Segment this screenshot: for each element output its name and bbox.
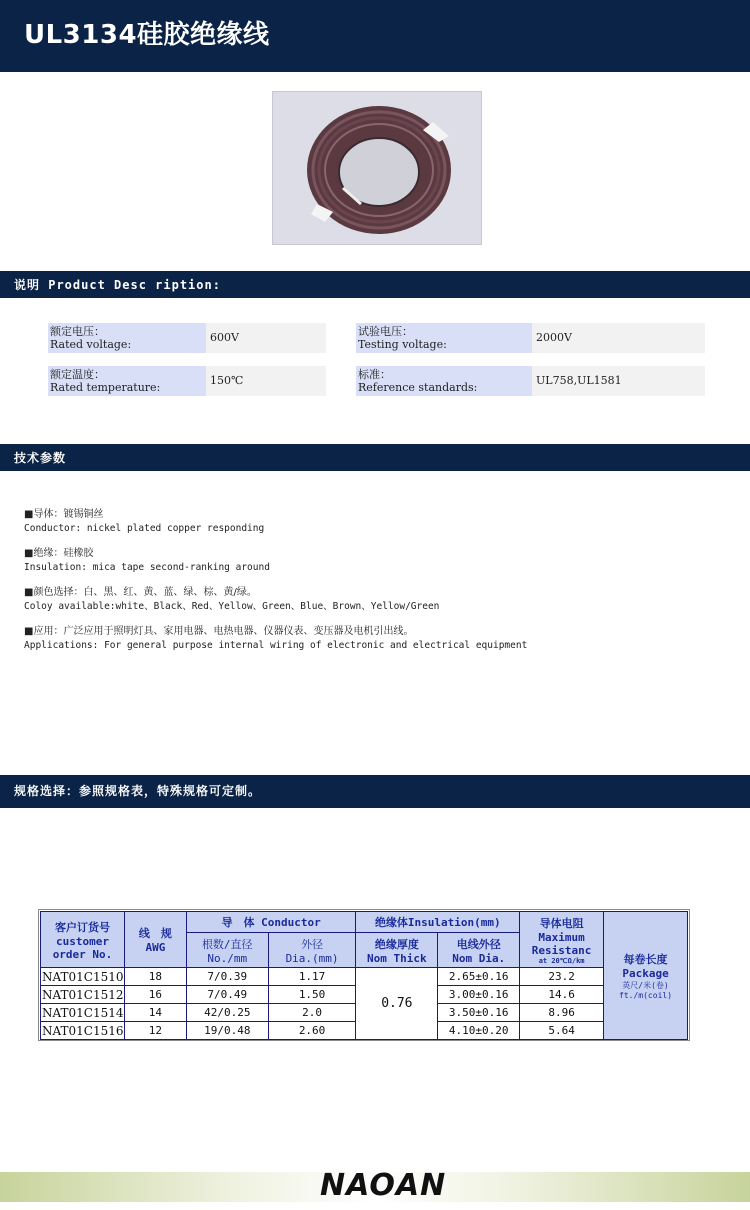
header-dia bbox=[268, 933, 356, 968]
tech-cn: ■导体：镀锡铜丝 bbox=[24, 509, 104, 520]
product-image bbox=[272, 91, 482, 245]
cell-no-mm: 19/0.48 bbox=[186, 1022, 268, 1040]
header-text: Dia.(mm) bbox=[285, 951, 339, 965]
table-row bbox=[41, 968, 688, 986]
header-text: 外径 bbox=[301, 937, 324, 951]
header-order-no bbox=[41, 912, 125, 968]
tech-cn: ■颜色选择：白、黑、红、黄、蓝、绿、棕、黄/绿。 bbox=[24, 587, 257, 598]
header-text: AWG bbox=[145, 941, 166, 954]
section-title: 说明 Product Desc ription: bbox=[14, 278, 221, 292]
header-text: customer bbox=[56, 934, 109, 948]
tech-en: Insulation: mica tape second-ranking around bbox=[24, 562, 270, 573]
header-text: 绝缘厚度 bbox=[374, 937, 419, 951]
section-header-selection bbox=[0, 775, 750, 808]
tech-conductor bbox=[24, 508, 264, 536]
table-header-row bbox=[41, 912, 688, 933]
header-text: No./mm bbox=[207, 951, 248, 965]
cell-dia: 1.17 bbox=[268, 968, 356, 986]
header-nom-thick bbox=[356, 933, 438, 968]
cell-no-mm: 7/0.49 bbox=[186, 986, 268, 1004]
spec-key-cn: 额定温度： bbox=[50, 368, 105, 381]
header-nom-dia bbox=[438, 933, 520, 968]
spec-value: UL758,UL1581 bbox=[532, 366, 705, 396]
spec-key-en: Testing voltage: bbox=[358, 338, 447, 351]
tech-en: Coloy available:white、Black、Red、Yellow、Green、Blue、Brown、Yellow/Green bbox=[24, 601, 440, 612]
spec-key-cn: 标准： bbox=[358, 368, 391, 381]
tech-cn: ■应用：广泛应用于照明灯具、家用电器、电热电器、仪器仪表、变压器及电机引出线。 bbox=[24, 626, 414, 637]
cell-dia: 1.50 bbox=[268, 986, 356, 1004]
section-header-technical bbox=[0, 444, 750, 471]
cell-order: NAT01C1516 bbox=[42, 1023, 124, 1038]
header-text: order No. bbox=[52, 947, 113, 961]
brand-logo: NAOAN bbox=[320, 1168, 447, 1203]
section-title: 规格选择：参照规格表，特殊规格可定制。 bbox=[14, 784, 262, 798]
spec-key bbox=[356, 323, 532, 353]
cell-resistance: 5.64 bbox=[520, 1022, 604, 1040]
header-text: Resistanc bbox=[531, 943, 592, 957]
tech-applications bbox=[24, 625, 527, 653]
cell-wire-dia: 3.00±0.16 bbox=[438, 986, 520, 1004]
header-package bbox=[604, 912, 688, 1040]
section-header-description bbox=[0, 271, 750, 298]
spec-key-en: Rated temperature: bbox=[50, 381, 161, 394]
spec-key-cn: 试验电压： bbox=[358, 325, 413, 338]
section-title: 技术参数 bbox=[14, 451, 67, 465]
header-text: 英尺/米(卷) bbox=[622, 981, 669, 990]
spec-value: 2000V bbox=[532, 323, 705, 353]
cell-awg: 12 bbox=[124, 1022, 186, 1040]
header-text: 根数/直径 bbox=[201, 937, 253, 951]
cell-no-mm: 42/0.25 bbox=[186, 1004, 268, 1022]
header-resistance bbox=[520, 912, 604, 968]
wire-coil-illustration bbox=[273, 92, 482, 245]
spec-value: 600V bbox=[206, 323, 326, 353]
cell-wire-dia: 2.65±0.16 bbox=[438, 968, 520, 986]
cell-awg: 16 bbox=[124, 986, 186, 1004]
header-text: 导体电阻 bbox=[539, 916, 584, 930]
header-text: at 20℃Ω/km bbox=[538, 956, 585, 965]
header-insulation: 绝缘体Insulation(mm) bbox=[356, 912, 520, 933]
cell-resistance: 14.6 bbox=[520, 986, 604, 1004]
header-conductor: 导 体 Conductor bbox=[186, 912, 356, 933]
header-text: Package bbox=[622, 967, 669, 980]
spec-table-container bbox=[38, 909, 690, 1041]
header-text: Nom Dia. bbox=[452, 951, 506, 965]
header-awg bbox=[124, 912, 186, 968]
cell-resistance: 23.2 bbox=[520, 968, 604, 986]
spec-testing-voltage bbox=[356, 323, 705, 353]
spec-value: 150℃ bbox=[206, 366, 326, 396]
spec-reference-standards bbox=[356, 366, 705, 396]
cell-resistance: 8.96 bbox=[520, 1004, 604, 1022]
spec-key-en: Rated voltage: bbox=[50, 338, 132, 351]
cell-awg: 18 bbox=[124, 968, 186, 986]
spec-key bbox=[48, 323, 206, 353]
title-bar bbox=[0, 0, 750, 72]
header-text: 电线外径 bbox=[456, 937, 501, 951]
cell-order: NAT01C1512 bbox=[42, 987, 124, 1002]
tech-insulation bbox=[24, 547, 270, 575]
cell-awg: 14 bbox=[124, 1004, 186, 1022]
header-text: 每卷长度 bbox=[623, 953, 668, 966]
spec-table bbox=[40, 911, 688, 1040]
tech-en: Conductor: nickel plated copper responding bbox=[24, 523, 265, 534]
tech-en: Applications: For general purpose internal wiring of electronic and electrical equipment bbox=[24, 640, 528, 651]
header-text: ft./m(coil) bbox=[619, 991, 673, 1000]
spec-key bbox=[356, 366, 532, 396]
spec-rated-temperature bbox=[48, 366, 326, 396]
cell-wire-dia: 3.50±0.16 bbox=[438, 1004, 520, 1022]
cell-thickness: 0.76 bbox=[356, 968, 438, 1040]
header-text: 客户订货号 bbox=[54, 920, 110, 934]
header-no-mm bbox=[186, 933, 268, 968]
cell-dia: 2.0 bbox=[268, 1004, 356, 1022]
spec-key bbox=[48, 366, 206, 396]
tech-colors bbox=[24, 586, 439, 614]
cell-order: NAT01C1514 bbox=[42, 1005, 124, 1020]
page-title: UL3134硅胶绝缘线 bbox=[24, 20, 270, 50]
cell-dia: 2.60 bbox=[268, 1022, 356, 1040]
header-text: Nom Thick bbox=[367, 951, 427, 965]
spec-key-en: Reference standards: bbox=[358, 381, 478, 394]
header-text: 线 规 bbox=[138, 927, 172, 940]
tech-cn: ■绝缘：硅橡胶 bbox=[24, 548, 94, 559]
spec-key-cn: 额定电压： bbox=[50, 325, 105, 338]
spec-rated-voltage bbox=[48, 323, 326, 353]
cell-no-mm: 7/0.39 bbox=[186, 968, 268, 986]
cell-wire-dia: 4.10±0.20 bbox=[438, 1022, 520, 1040]
cell-order: NAT01C1510 bbox=[42, 969, 124, 984]
header-text: Maximum bbox=[538, 930, 585, 944]
